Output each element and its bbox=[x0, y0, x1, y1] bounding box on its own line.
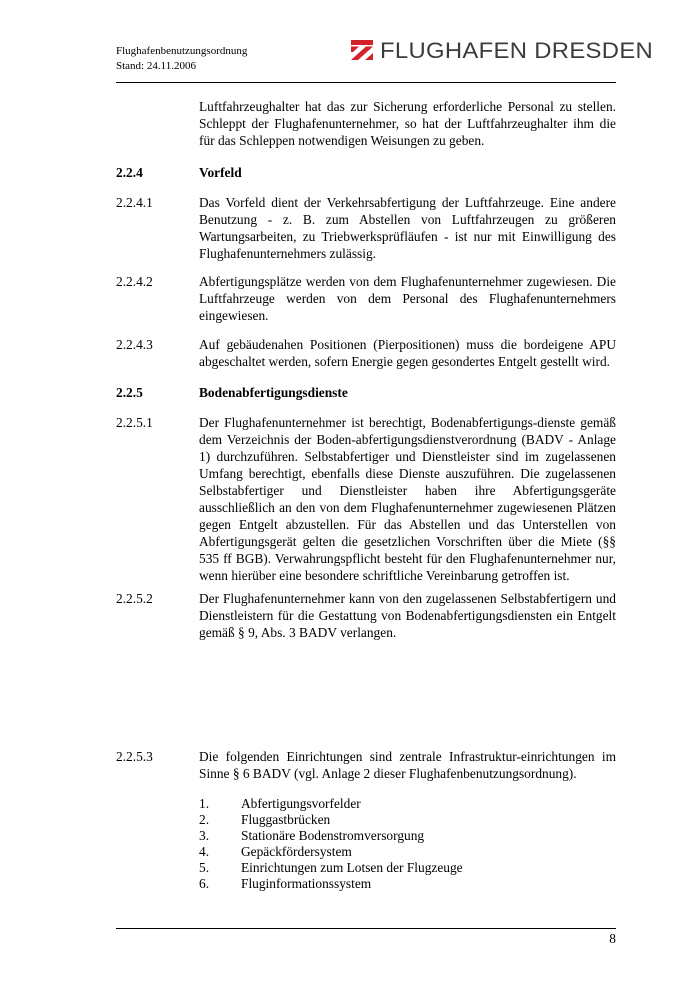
list-item-text: Einrichtungen zum Lotsen der Flugzeuge bbox=[241, 860, 463, 875]
clause-number: 2.2.4.1 bbox=[116, 195, 153, 210]
list-item-number: 4. bbox=[199, 844, 210, 859]
clause-number: 2.2.5.2 bbox=[116, 591, 153, 606]
logo-mark-icon bbox=[351, 40, 373, 62]
section-number: 2.2.4 bbox=[116, 165, 143, 180]
section-title: Bodenabfertigungsdienste bbox=[199, 385, 348, 400]
list-item bbox=[199, 812, 499, 828]
list-item-number: 2. bbox=[199, 812, 210, 827]
clause-number: 2.2.4.3 bbox=[116, 337, 153, 352]
clause-text: Das Vorfeld dient der Verkehrsabfertigung der Luftfahrzeuge. Eine andere Benutzung - z. B. zum Abstellen von Luftfahrzeugen zu größeren Wartungsarbeiten, zu Triebwerksprüfläufen - ist nur mit Einwilligung des Flughafenunternehmers zulässig. bbox=[199, 195, 616, 261]
list-item bbox=[199, 828, 499, 844]
document-date: Stand: 24.11.2006 bbox=[116, 60, 196, 72]
page-number: 8 bbox=[609, 931, 616, 946]
infrastructure-list bbox=[199, 796, 499, 892]
list-item-text: Fluginformationssystem bbox=[241, 876, 372, 891]
section-number: 2.2.5 bbox=[116, 385, 143, 400]
list-item-number: 3. bbox=[199, 828, 210, 843]
list-item-number: 6. bbox=[199, 876, 210, 891]
clause-text: Der Flughafenunternehmer ist berechtigt, Bodenabfertigungs-dienste gemäß dem Verzeichnis der Boden-abfertigungsdienstverordnung (BADV - Anlage 1) durchzuführen. Selbstabfertiger und Dienstleister sind im zugelassenen Umfang berechtigt, ebenfalls diese Dienste auszuführen. Die zugelassenen Selbstabfertiger und Dienstleister haben ihre Abfertigungsgeräte ausschließlich an den von dem Flughafenunternehmer zugewiesenen Plätzen gegen Entgelt abzustellen. Für das Abstellen und das Unterstellen von Abfertigungsgerät gelten die gesetzlichen Vorschriften über die Miete (§§ 535 ff BGB). Verwahrungspflicht besteht für den Flughafenunternehmer nur, wenn hierüber eine besondere schriftliche Vereinbarung getroffen ist. bbox=[199, 415, 616, 583]
list-item bbox=[199, 860, 499, 876]
footer-rule bbox=[116, 928, 616, 929]
airport-logo bbox=[351, 38, 654, 64]
list-item-text: Gepäckfördersystem bbox=[241, 844, 352, 859]
intro-paragraph: Luftfahrzeughalter hat das zur Sicherung erforderliche Personal zu stellen. Schleppt der Flughafenunternehmer, so hat der Luftfahrzeughalter ihm die für das Schleppen notwendigen Weisungen zu geben. bbox=[199, 99, 616, 148]
clause-text: Auf gebäudenahen Positionen (Pierpositionen) muss die bordeigene APU abgeschaltet werden, sofern Energie gegen gesondertes Entgelt gestellt wird. bbox=[199, 337, 616, 369]
list-item bbox=[199, 876, 499, 892]
clause-number: 2.2.5.1 bbox=[116, 415, 153, 430]
list-item-number: 5. bbox=[199, 860, 210, 875]
document-header bbox=[116, 44, 247, 74]
header-rule bbox=[116, 82, 616, 83]
clause-number: 2.2.5.3 bbox=[116, 749, 153, 764]
clause-text: Abfertigungsplätze werden von dem Flughafenunternehmer zugewiesen. Die Luftfahrzeuge werden von dem Personal des Flughafenunternehmers eingewiesen. bbox=[199, 274, 616, 323]
list-item-text: Abfertigungsvorfelder bbox=[241, 796, 361, 811]
clause-text: Der Flughafenunternehmer kann von den zugelassenen Selbstabfertigern und Dienstleistern für die Gestattung von Bodenabfertigungsdiensten ein Entgelt gemäß § 9, Abs. 3 BADV verlangen. bbox=[199, 591, 616, 640]
list-item-text: Fluggastbrücken bbox=[241, 812, 331, 827]
clause-number: 2.2.4.2 bbox=[116, 274, 153, 289]
list-item bbox=[199, 844, 499, 860]
clause-text: Die folgenden Einrichtungen sind zentrale Infrastruktur-einrichtungen im Sinne § 6 BADV (vgl. Anlage 2 dieser Flughafenbenutzungsordnung). bbox=[199, 749, 616, 781]
logo-text: FLUGHAFEN DRESDEN bbox=[380, 38, 654, 63]
section-title: Vorfeld bbox=[199, 165, 242, 180]
document-title: Flughafenbenutzungsordnung bbox=[116, 45, 248, 57]
list-item-number: 1. bbox=[199, 796, 210, 811]
list-item bbox=[199, 796, 499, 812]
list-item-text: Stationäre Bodenstromversorgung bbox=[241, 828, 425, 843]
